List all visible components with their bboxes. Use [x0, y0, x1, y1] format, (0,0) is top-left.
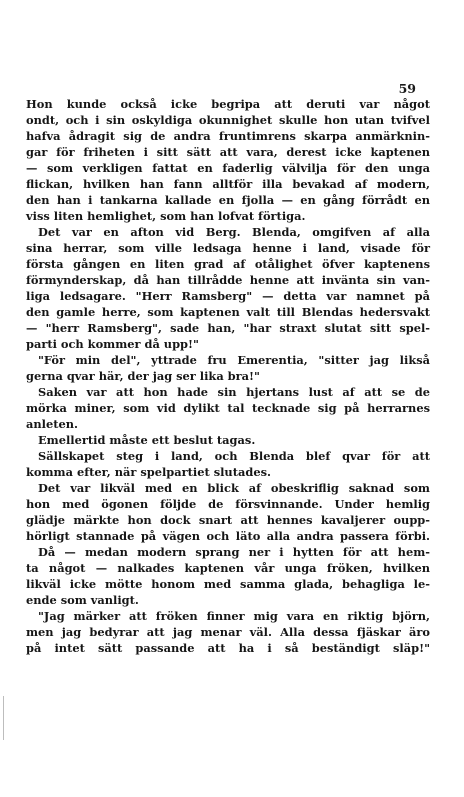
text-line: den han i tankarna kallade en fjolla — en gång förrådt en: [26, 193, 430, 207]
text-line: "För min del", yttrade fru Emerentia, "sitter jag likså: [38, 353, 430, 367]
text-line: "Jag märker att fröken finner mig vara en riktig björn,: [38, 609, 430, 623]
text-line: viss liten hemlighet, som han lofvat förtiga.: [26, 209, 306, 223]
page-number: 59: [398, 81, 416, 96]
text-line: sina herrar, som ville ledsaga henne i land, visade för: [26, 241, 430, 255]
text-line: den gamle herre, som kaptenen valt till Blendas hedersvakt: [26, 305, 430, 319]
text-line: hon med ögonen följde de försvinnande. Under hemlig: [26, 497, 430, 511]
text-line: Emellertid måste ett beslut tagas.: [38, 433, 256, 447]
text-line: flickan, hvilken han fann alltför illa bevakad af modern,: [26, 177, 430, 191]
text-line: likväl icke mötte honom med samma glada, behagliga le-: [26, 577, 430, 591]
text-line: komma efter, när spelpartiet slutades.: [26, 465, 271, 479]
text-line: ende som vanligt.: [26, 593, 139, 607]
text-line: gar för friheten i sitt sätt att vara, derest icke kaptenen: [26, 145, 430, 159]
text-line: Det var likväl med en blick af obeskriflig saknad som: [38, 481, 430, 495]
text-line: Det var en afton vid Berg. Blenda, omgifven af alla: [38, 225, 430, 239]
text-line: på intet sätt passande att ha i så beständigt släp!": [26, 641, 430, 655]
text-line: Saken var att hon hade sin hjertans lust af att se de: [38, 385, 430, 399]
text-line: hafva ådragit sig de andra fruntimrens skarpa anmärknin-: [26, 129, 430, 143]
text-line: — "herr Ramsberg", sade han, "har straxt slutat sitt spel-: [26, 321, 430, 335]
text-line: liga ledsagare. "Herr Ramsberg" — detta var namnet på: [26, 289, 430, 303]
text-line: hörligt stannade på vägen och läto alla andra passera förbi.: [26, 529, 430, 543]
left-edge-mark: [3, 696, 4, 740]
text-line: Sällskapet steg i land, och Blenda blef qvar för att: [38, 449, 430, 463]
text-line: första gången en liten grad af otålighet öfver kaptenens: [26, 257, 430, 271]
text-line: Då — medan modern sprang ner i hytten för att hem-: [38, 545, 430, 559]
text-line: mörka miner, som vid dylikt tal tecknade sig på herrarnes: [26, 401, 430, 415]
text-line: anleten.: [26, 417, 78, 431]
text-line: parti och kommer då upp!": [26, 337, 199, 351]
text-line: förmynderskap, då han tillrådde henne att invänta sin van-: [26, 273, 430, 287]
text-line: Hon kunde också icke begripa att deruti var något: [26, 97, 430, 111]
text-line: men jag bedyrar att jag menar väl. Alla dessa fjäskar äro: [26, 625, 430, 639]
text-line: ta något — nalkades kaptenen vår unga fröken, hvilken: [26, 561, 430, 575]
text-line: ondt, och i sin oskyldiga okunnighet skulle hon utan tvifvel: [26, 113, 430, 127]
text-line: glädje märkte hon dock snart att hennes kavaljerer oupp-: [26, 513, 430, 527]
text-line: gerna qvar här, der jag ser lika bra!": [26, 369, 260, 383]
text-line: — som verkligen fattat en faderlig välvilja för den unga: [26, 161, 430, 175]
